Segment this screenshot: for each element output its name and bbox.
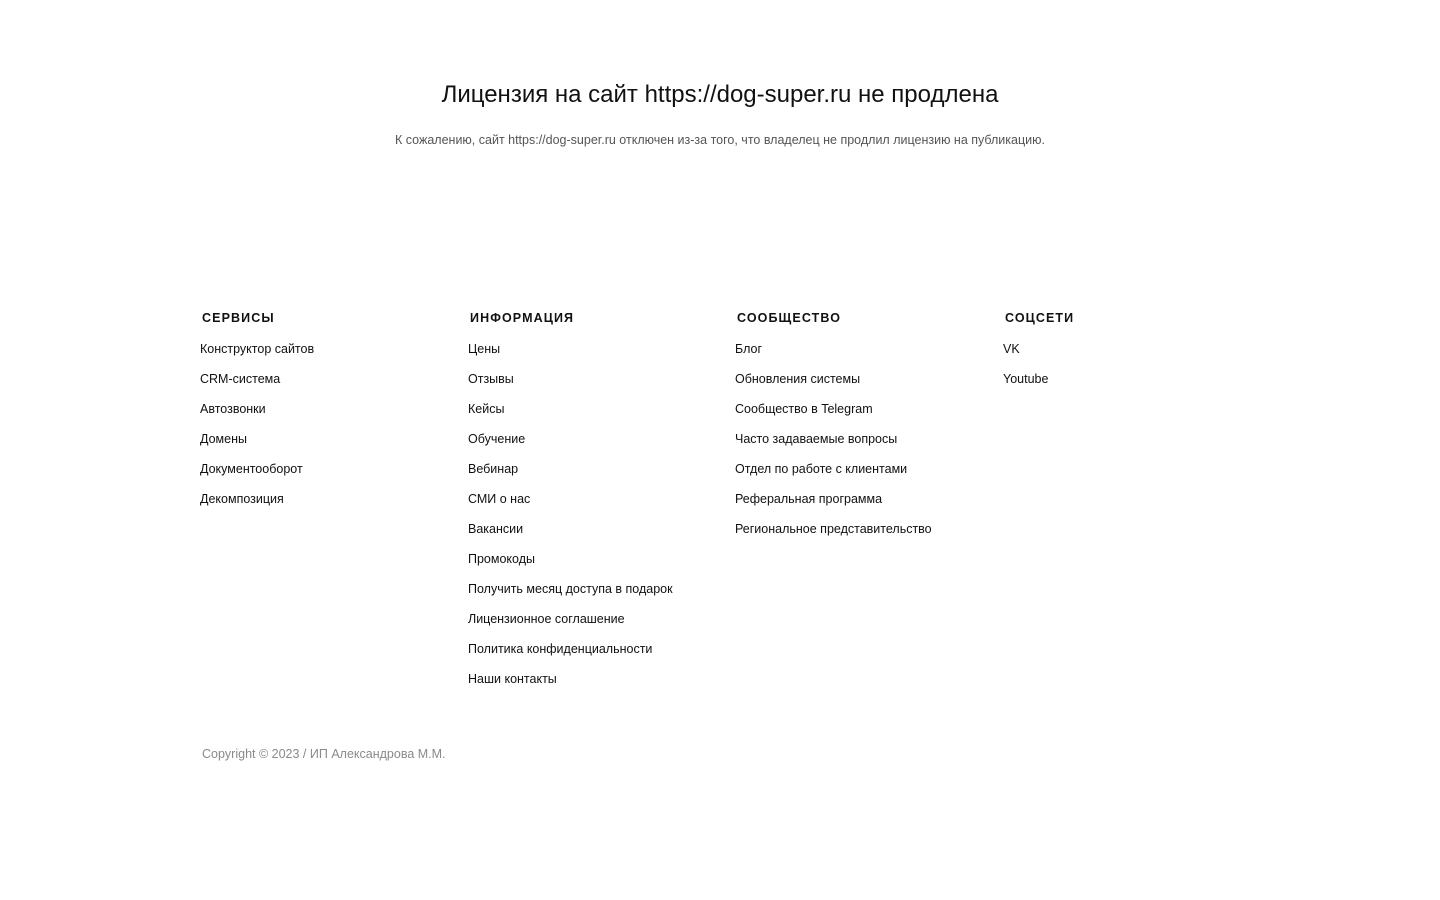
footer-link-faq[interactable]: Часто задаваемые вопросы	[735, 432, 898, 446]
footer-link-license-agreement[interactable]: Лицензионное соглашение	[468, 612, 625, 626]
footer-link-document-flow[interactable]: Документооборот	[200, 462, 303, 476]
footer-link-privacy-policy[interactable]: Политика конфиденциальности	[468, 642, 653, 656]
footer-link-webinar[interactable]: Вебинар	[468, 462, 519, 476]
footer-links-social	[1003, 340, 1263, 400]
footer-link-vacancies[interactable]: Вакансии	[468, 522, 524, 536]
footer-link-promocodes[interactable]: Промокоды	[468, 552, 535, 566]
page-title: Лицензия на сайт https://dog-super.ru не продлена	[441, 81, 999, 108]
footer-column-information	[468, 308, 728, 700]
footer-column-services	[200, 308, 460, 520]
footer-link-press[interactable]: СМИ о нас	[468, 492, 531, 506]
footer-link-blog[interactable]: Блог	[735, 342, 763, 356]
footer-link-free-month[interactable]: Получить месяц доступа в подарок	[468, 582, 673, 596]
footer-heading-information: ИНФОРМАЦИЯ	[470, 311, 575, 325]
footer-link-autocalls[interactable]: Автозвонки	[200, 402, 266, 416]
copyright-text: Copyright © 2023 / ИП Александрова М.М.	[202, 747, 446, 761]
footer-heading-social: СОЦСЕТИ	[1005, 311, 1075, 325]
footer-link-prices[interactable]: Цены	[468, 342, 501, 356]
footer-column-social	[1003, 308, 1263, 400]
footer-link-reviews[interactable]: Отзывы	[468, 372, 514, 386]
footer-link-domains[interactable]: Домены	[200, 432, 247, 446]
footer-link-vk[interactable]: VK	[1003, 342, 1020, 356]
footer-link-telegram-community[interactable]: Сообщество в Telegram	[735, 402, 873, 416]
footer-link-decomposition[interactable]: Декомпозиция	[200, 492, 284, 506]
footer-link-training[interactable]: Обучение	[468, 432, 526, 446]
footer-link-system-updates[interactable]: Обновления системы	[735, 372, 861, 386]
footer-links-community	[735, 340, 995, 550]
footer-column-community	[735, 308, 995, 550]
notice-message: К сожалению, сайт https://dog-super.ru отключен из-за того, что владелец не продлил лицензию на публикацию.	[395, 133, 1045, 147]
footer-link-client-department[interactable]: Отдел по работе с клиентами	[735, 462, 908, 476]
footer-link-referral-program[interactable]: Реферальная программа	[735, 492, 883, 506]
footer-heading-services: СЕРВИСЫ	[202, 311, 275, 325]
footer-links-services	[200, 340, 460, 520]
footer-link-cases[interactable]: Кейсы	[468, 402, 505, 416]
footer-heading-community: СООБЩЕСТВО	[737, 311, 842, 325]
footer-links-information	[468, 340, 728, 700]
footer-link-youtube[interactable]: Youtube	[1003, 372, 1049, 386]
footer-link-contacts[interactable]: Наши контакты	[468, 672, 557, 686]
footer-link-regional-office[interactable]: Региональное представительство	[735, 522, 932, 536]
footer-link-crm[interactable]: CRM-система	[200, 372, 281, 386]
footer-link-site-builder[interactable]: Конструктор сайтов	[200, 342, 315, 356]
